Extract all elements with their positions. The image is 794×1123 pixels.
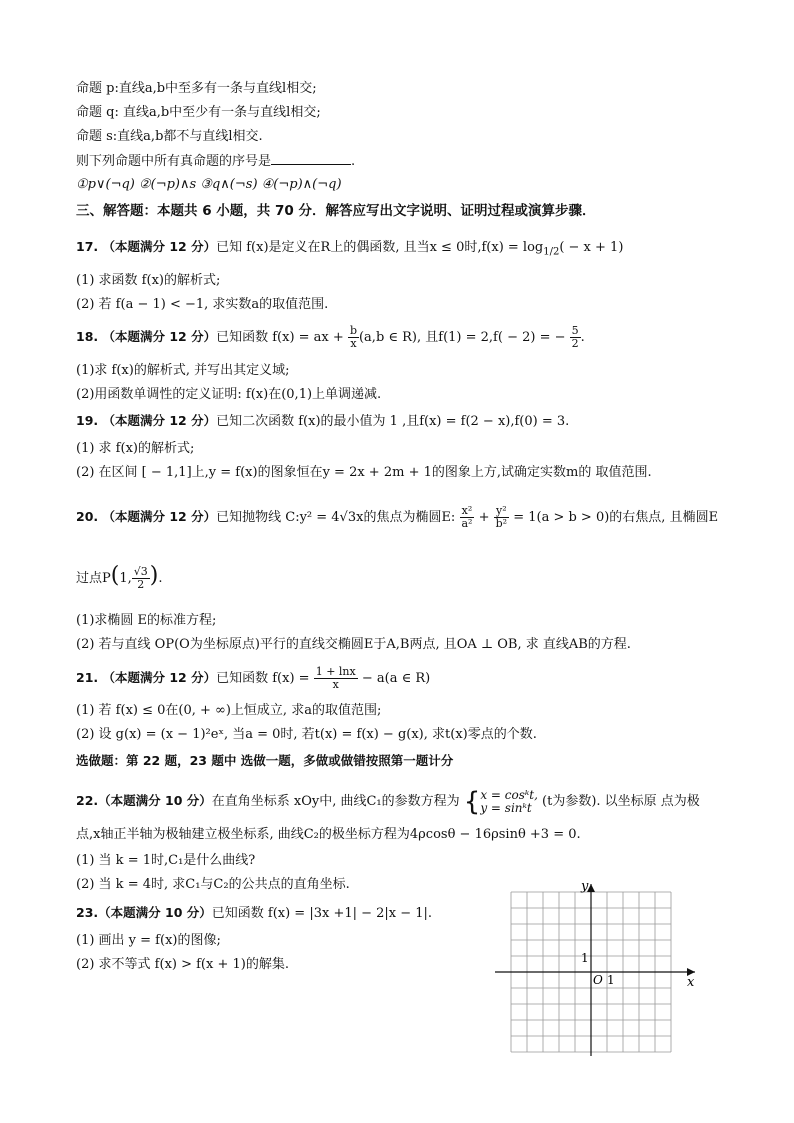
q22-stem xyxy=(76,786,700,817)
q18-fraction-2 xyxy=(570,325,581,350)
q18-fraction xyxy=(348,325,359,350)
q20-part1: (1)求椭圆 E的标准方程; xyxy=(76,613,217,628)
q20-point-num: √3 xyxy=(133,565,148,578)
q22-heading: 22.（本题满分 10 分） xyxy=(76,793,212,808)
q20-frac-y-den: b² xyxy=(495,517,508,530)
q20-pass-text: 过点P xyxy=(76,571,111,586)
q18-part2: (2)用函数单调性的定义证明: f(x)在(0,1)上单调递减. xyxy=(76,387,382,402)
q21-frac-den: x xyxy=(332,678,339,691)
q20-frac-x-num: x² xyxy=(461,504,473,517)
q23-part2: (2) 求不等式 f(x) > f(x + 1)的解集. xyxy=(76,957,289,972)
q20-point xyxy=(76,560,163,595)
q22-part1: (1) 当 k = 1时,C₁是什么曲线? xyxy=(76,853,256,868)
q20-stem xyxy=(76,500,718,535)
q17-heading: 17. （本题满分 12 分） xyxy=(76,239,217,254)
q19-heading: 19. （本题满分 12 分） xyxy=(76,413,217,428)
q18-frac2-den: 2 xyxy=(571,337,579,350)
q23-part1: (1) 画出 y = f(x)的图像; xyxy=(76,933,221,948)
q20-point-frac xyxy=(132,566,150,591)
q20-frac-x-den: a² xyxy=(461,517,473,530)
q23-body: 已知函数 f(x) = |3x +1| − 2|x − 1|. xyxy=(211,906,433,921)
q19-body: 已知二次函数 f(x)的最小值为 1 ,且f(x) = f(2 − x),f(0) = 3. xyxy=(216,414,570,429)
q21-body-a: 已知函数 f(x) = xyxy=(216,671,310,686)
q22-row-y: y = sinᵏt xyxy=(480,800,532,815)
q18-frac-num: b xyxy=(349,324,357,337)
y-axis-label: y xyxy=(581,879,589,894)
proposition-q: 命题 q: 直线a,b中至少有一条与直线l相交; xyxy=(76,105,321,120)
q21-body-b: − a(a ∈ R) xyxy=(361,671,431,686)
proposition-s: 命题 s:直线a,b都不与直线l相交. xyxy=(76,129,263,144)
proposition-p: 命题 p:直线a,b中至多有一条与直线l相交; xyxy=(76,81,317,96)
section-heading: 三、解答题：本题共 6 小题，共 70 分．解答应写出文字说明、证明过程或演算步骤． xyxy=(76,203,596,219)
question-prompt-text: 则下列命题中所有真命题的序号是 xyxy=(76,154,272,169)
q19-part2: (2) 在区间 [ − 1,1]上,y = f(x)的图象恒在y = 2x + 2m + 1的图象上方,试确定实数m的 取值范围. xyxy=(76,465,652,480)
q20-point-x: 1, xyxy=(119,571,132,586)
q20-plus: + xyxy=(478,510,490,525)
q22-body-b: (t为参数). 以坐标原 点为极 xyxy=(542,794,700,809)
question-prompt-end: . xyxy=(351,154,356,169)
x-axis-label: x xyxy=(687,975,695,990)
q21-heading: 21. （本题满分 12 分） xyxy=(76,670,217,685)
q21-part1: (1) 若 f(x) ≤ 0在(0, + ∞)上恒成立, 求a的取值范围; xyxy=(76,703,382,718)
q17-body: 已知 f(x)是定义在R上的偶函数, 且当x ≤ 0时,f(x) = log xyxy=(216,240,544,255)
coordinate-grid xyxy=(495,876,705,1061)
q18-part1: (1)求 f(x)的解析式, 并写出其定义域; xyxy=(76,363,290,378)
q20-body-b: = 1(a > b > 0)的右焦点, 且椭圆E xyxy=(513,510,719,525)
q20-paren-close: ) xyxy=(149,563,159,588)
q23-stem xyxy=(76,904,432,923)
q17-stem xyxy=(76,238,623,262)
q22-param-system xyxy=(463,786,538,817)
q22-body-a: 在直角坐标系 xOy中, 曲线C₁的参数方程为 xyxy=(211,794,460,809)
y-unit-label: 1 xyxy=(581,951,589,965)
q18-body-a: 已知函数 f(x) = ax + xyxy=(216,330,344,345)
q22-brace: { xyxy=(463,786,481,817)
origin-label: O xyxy=(593,973,603,987)
q22-part2: (2) 当 k = 4时, 求C₁与C₂的公共点的直角坐标. xyxy=(76,877,350,892)
q23-heading: 23.（本题满分 10 分） xyxy=(76,905,212,920)
q18-heading: 18. （本题满分 12 分） xyxy=(76,329,217,344)
q20-frac-x xyxy=(459,505,474,530)
q21-frac-num: 1 + lnx xyxy=(315,665,356,678)
q20-paren-open: ( xyxy=(110,563,120,588)
answer-options: ①p∨(¬q) ②(¬p)∧s ③q∧(¬s) ④(¬p)∧(¬q) xyxy=(76,177,342,192)
q17-log-base: 1/2 xyxy=(543,246,560,258)
question-prompt xyxy=(76,152,355,171)
q17-tail: ( − x + 1) xyxy=(559,240,624,255)
q17-part1: (1) 求函数 f(x)的解析式; xyxy=(76,273,221,288)
q17-part2: (2) 若 f(a − 1) < −1, 求实数a的取值范围. xyxy=(76,297,329,312)
q18-frac2-num: 5 xyxy=(571,324,579,337)
q21-fraction xyxy=(314,666,358,691)
x-unit-label: 1 xyxy=(607,973,615,987)
q19-part1: (1) 求 f(x)的解析式; xyxy=(76,441,195,456)
q18-stem xyxy=(76,322,585,353)
q18-end: . xyxy=(580,330,585,345)
answer-blank xyxy=(271,152,351,165)
q20-body-a: 已知抛物线 C:y² = 4√3x的焦点为椭圆E: xyxy=(216,510,456,525)
q21-part2: (2) 设 g(x) = (x − 1)²eˣ, 当a = 0时, 若t(x) = f(x) − g(x), 求t(x)零点的个数. xyxy=(76,727,537,742)
q20-frac-y xyxy=(494,505,509,530)
elective-note: 选做题：第 22 题，23 题中 选做一题，多做或做错按照第一题计分 xyxy=(76,753,454,768)
q20-part2: (2) 若与直线 OP(O为坐标原点)平行的直线交椭圆E于A,B两点, 且OA ⊥ OB, 求 直线AB的方程. xyxy=(76,637,631,652)
q20-point-end: . xyxy=(158,571,163,586)
q20-point-den: 2 xyxy=(137,578,145,591)
q22-row-x: x = cosᵏt, xyxy=(480,787,538,802)
q20-frac-y-num: y² xyxy=(496,504,507,517)
q21-stem xyxy=(76,662,430,695)
q19-stem xyxy=(76,412,569,431)
q18-frac-den: x xyxy=(350,337,357,350)
q18-body-b: (a,b ∈ R), 且f(1) = 2,f( − 2) = − xyxy=(358,330,566,345)
q22-line2: 点,x轴正半轴为极轴建立极坐标系, 曲线C₂的极坐标方程为4ρcosθ − 16ρsinθ +3 = 0. xyxy=(76,827,581,842)
q20-heading: 20. （本题满分 12 分） xyxy=(76,509,217,524)
